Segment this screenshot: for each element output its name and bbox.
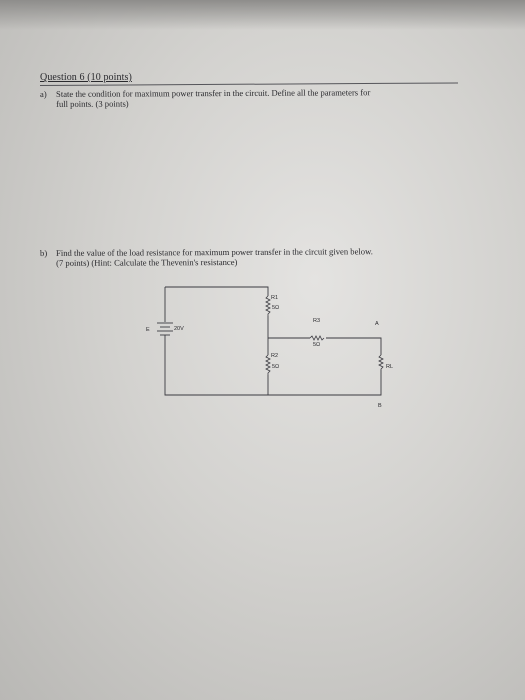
node-b-label: B	[378, 403, 382, 409]
r3-value-label: 5Ω	[313, 342, 321, 348]
r1-value-label: 5Ω	[272, 305, 280, 311]
part-b-line-2: (7 points) (Hint: Calculate the Thevenin's resistance)	[56, 256, 238, 268]
battery-symbol	[157, 323, 173, 343]
part-b-marker: b)	[40, 247, 48, 258]
part-a-line-2: full points. (3 points)	[56, 98, 129, 109]
rl-resistor	[379, 355, 383, 370]
load-name-label: RL	[386, 364, 394, 370]
part-a-line-1: State the condition for maximum power transfer in the circuit. Define all the parameters for	[55, 87, 371, 99]
r3-name-label: R3	[313, 318, 321, 324]
wire-to-load	[326, 338, 381, 355]
r1-name-label: R1	[271, 295, 279, 301]
r3-resistor	[310, 336, 324, 340]
part-a-marker: a)	[40, 88, 47, 99]
r2-value-label: 5Ω	[272, 364, 280, 370]
source-name-label: E	[146, 327, 150, 333]
part-b-line-1: Find the value of the load resistance for maximum power transfer in the circuit given below.	[55, 246, 373, 258]
r1-resistor	[266, 296, 270, 316]
node-a-label: A	[375, 321, 379, 327]
r2-name-label: R2	[271, 353, 279, 359]
r2-resistor	[266, 355, 270, 375]
source-value-label: 20V	[174, 326, 184, 332]
wire-top-left	[165, 287, 268, 296]
question-title: Question 6 (10 points)	[40, 72, 132, 83]
